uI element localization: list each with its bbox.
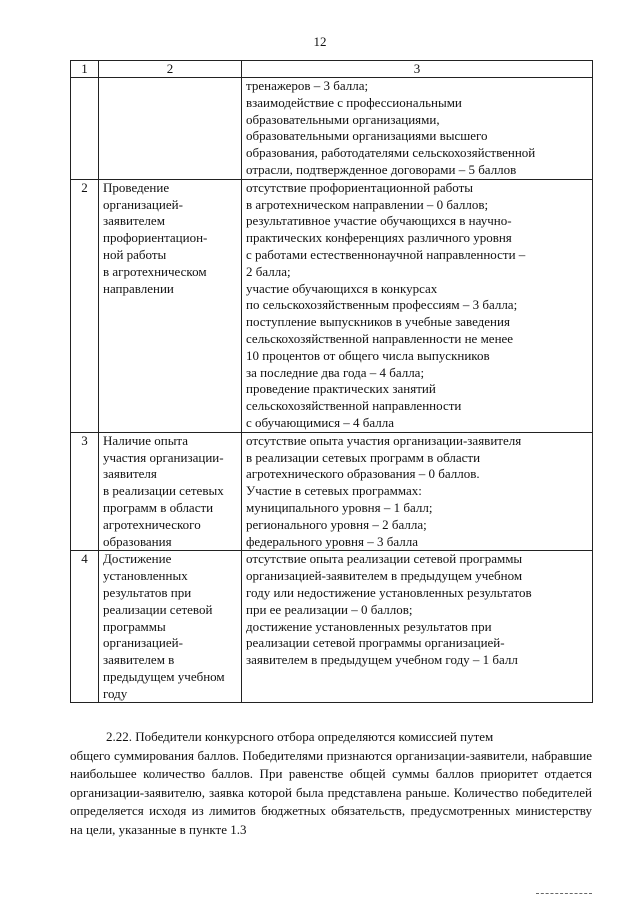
criterion-line: направлении (103, 280, 174, 296)
criterion-cell (99, 551, 242, 703)
scoring-line: поступление выпускников в учебные заведения (246, 314, 510, 330)
paragraph-body: общего суммирования баллов. Победителями признаются организации-заявители, набравшие наибольшее количество баллов. При равенстве общей суммы баллов приоритет отдается организации-заявителю, заявка которой была представлена раньше. Количество победителей определяется исходя из лимитов бюджетных обязательств, предусмотренных министерству на цели, указанные в пункте 1.3 (70, 747, 592, 837)
scoring-line: заявителем в предыдущем учебном году – 1 балл (246, 652, 518, 668)
header-col-2: 2 (99, 61, 242, 78)
row-number: 2 (71, 179, 99, 432)
header-col-1: 1 (71, 61, 99, 78)
scoring-line: федерального уровня – 3 балла (246, 533, 418, 549)
row-number (71, 78, 99, 180)
criterion-cell (99, 78, 242, 180)
scoring-line: образования, работодателями сельскохозяйственной (246, 145, 536, 161)
scoring-cell (242, 179, 593, 432)
scoring-line: отсутствие опыта участия организации-заявителя (246, 432, 522, 448)
criterion-line: Достижение (103, 551, 172, 567)
criterion-line: в агротехническом (103, 263, 207, 279)
scoring-cell (242, 78, 593, 180)
page-number: 12 (313, 34, 327, 49)
scoring-line: участие обучающихся в конкурсах (246, 280, 438, 296)
criterion-line: результатов при (103, 584, 192, 600)
criterion-line: в реализации сетевых (103, 483, 224, 499)
scoring-line: агротехнического образования – 0 баллов. (246, 466, 480, 482)
criterion-line: Проведение (103, 179, 170, 195)
scoring-line: сельскохозяйственной направленности (246, 398, 462, 414)
scoring-line: 2 балла; (246, 263, 291, 279)
scoring-line: по сельскохозяйственным профессиям – 3 балла; (246, 297, 518, 313)
criterion-line: реализации сетевой (103, 601, 213, 617)
scoring-line: проведение практических занятий (246, 381, 436, 397)
criterion-line: Наличие опыта (103, 432, 189, 448)
criteria-table (70, 60, 593, 703)
table-row (71, 179, 593, 432)
scoring-line: отрасли, подтвержденное договорами – 5 баллов (246, 161, 517, 177)
row-number: 4 (71, 551, 99, 703)
scoring-line: образовательными организациями, (246, 111, 440, 127)
scoring-line: практических конференциях различного уровня (246, 230, 512, 246)
scoring-line: с обучающимися – 4 балла (246, 414, 395, 430)
criterion-line: заявителя (103, 466, 157, 482)
table-row (71, 432, 593, 551)
table-header-row (71, 61, 593, 78)
criterion-cell (99, 179, 242, 432)
scoring-line: с работами естественнонаучной направленности – (246, 246, 526, 262)
criterion-line: образования (103, 533, 172, 549)
table-row (71, 551, 593, 703)
criterion-line: участия организации- (103, 449, 224, 465)
scoring-line: Участие в сетевых программах: (246, 483, 422, 499)
scoring-line: тренажеров – 3 балла; (246, 78, 369, 93)
paragraph-first-line: 2.22. Победители конкурсного отбора определяются комиссией путем (106, 729, 494, 744)
header-col-3: 3 (242, 61, 593, 78)
scoring-line: реализации сетевой программы организацией- (246, 635, 505, 651)
criterion-line: ной работы (103, 246, 167, 262)
scoring-line: взаимодействие с профессиональными (246, 94, 462, 110)
scoring-line: в агротехническом направлении – 0 баллов; (246, 196, 489, 212)
scoring-line: муниципального уровня – 1 балл; (246, 499, 433, 515)
criterion-line: организацией- (103, 196, 183, 212)
criterion-line: профориентацион- (103, 230, 208, 246)
row-number: 3 (71, 432, 99, 551)
scoring-line: при ее реализации – 0 баллов; (246, 601, 413, 617)
scoring-line: организацией-заявителем в предыдущем учебном (246, 568, 523, 584)
scoring-line: результативное участие обучающихся в научно- (246, 213, 512, 229)
scoring-line: 10 процентов от общего числа выпускников (246, 347, 490, 363)
paragraph-2-22 (70, 728, 592, 840)
table-row (71, 78, 593, 180)
scoring-cell (242, 432, 593, 551)
scoring-line: в реализации сетевых программ в области (246, 449, 481, 465)
criterion-line: организацией- (103, 635, 183, 651)
page-bottom-mark (536, 893, 592, 895)
criterion-line: программ в области (103, 499, 214, 515)
criterion-line: предыдущем учебном (103, 668, 225, 684)
criterion-line: заявителем (103, 213, 165, 229)
scoring-line: году или недостижение установленных результатов (246, 584, 532, 600)
scoring-cell (242, 551, 593, 703)
scoring-line: сельскохозяйственной направленности не менее (246, 330, 514, 346)
scoring-line: отсутствие опыта реализации сетевой программы (246, 551, 523, 567)
scoring-line: отсутствие профориентационной работы (246, 179, 474, 195)
criterion-line: году (103, 685, 128, 701)
criterion-line: установленных (103, 568, 188, 584)
scoring-line: регионального уровня – 2 балла; (246, 516, 427, 532)
criterion-cell (99, 432, 242, 551)
criterion-line: агротехнического (103, 516, 201, 532)
criterion-line: заявителем в (103, 652, 175, 668)
scoring-line: за последние два года – 4 балла; (246, 364, 425, 380)
scoring-line: достижение установленных результатов при (246, 618, 492, 634)
scoring-line: образовательными организациями высшего (246, 128, 488, 144)
criterion-line: программы (103, 618, 166, 634)
